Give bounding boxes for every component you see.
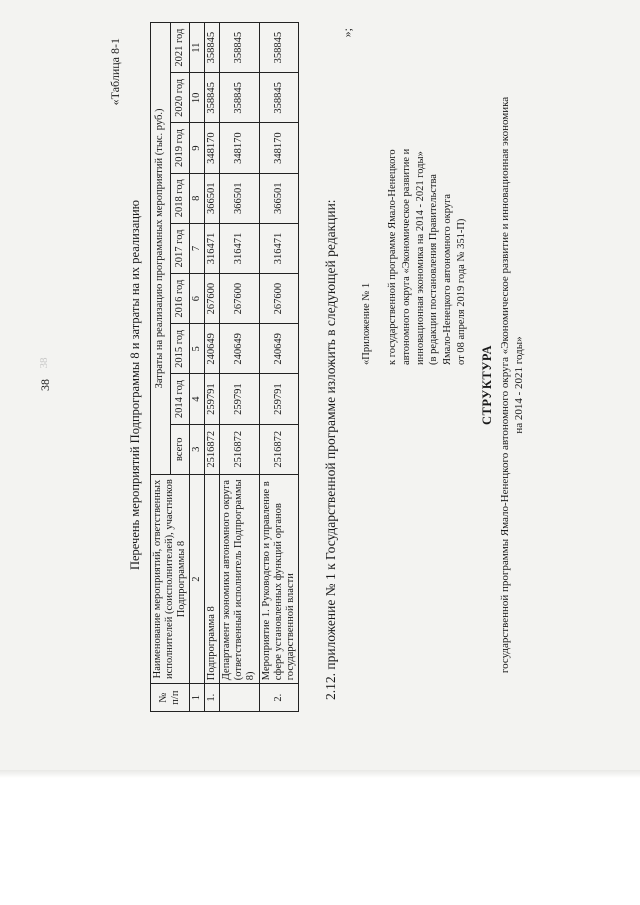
row-value: 316471 bbox=[220, 223, 259, 273]
header-num: № п/п bbox=[151, 684, 190, 712]
table-row bbox=[259, 23, 298, 712]
row-value: 259791 bbox=[259, 374, 298, 424]
row-value: 366501 bbox=[259, 173, 298, 223]
row-num: 1. bbox=[205, 684, 220, 712]
table-row bbox=[220, 23, 259, 712]
row-value: 240649 bbox=[220, 324, 259, 374]
row-value: 316471 bbox=[205, 223, 220, 273]
row-value: 348170 bbox=[205, 123, 220, 173]
header-costs-group: Затраты на реализацию программных мероприятий (тыс. руб.) bbox=[151, 23, 171, 475]
amendment-paragraph: 2.12. приложение № 1 к Государственной программе изложить в следующей редакции: bbox=[323, 199, 338, 700]
row-value: 358845 bbox=[259, 73, 298, 123]
header-year: 2018 год bbox=[170, 173, 190, 223]
row-value: 267600 bbox=[259, 274, 298, 324]
header-year: 2021 год bbox=[170, 23, 190, 73]
page-number: 38 bbox=[38, 379, 52, 391]
structure-title: СТРУКТУРА bbox=[480, 345, 494, 426]
index-cell: 10 bbox=[190, 73, 205, 123]
row-value: 240649 bbox=[259, 324, 298, 374]
index-cell: 7 bbox=[190, 223, 205, 273]
appendix-line: к государственной программе Ямало-Ненецкого bbox=[386, 149, 398, 365]
appendix-line: Ямало-Ненецкого автономного округа bbox=[442, 193, 454, 365]
header-year: 2017 год bbox=[170, 223, 190, 273]
row-value: 267600 bbox=[205, 274, 220, 324]
structure-subtitle-line: государственной программы Ямало-Ненецкого автономного округа «Экономическое развитие и инновационная экономика bbox=[499, 96, 511, 674]
row-value: 259791 bbox=[205, 374, 220, 424]
index-cell: 9 bbox=[190, 123, 205, 173]
index-cell: 8 bbox=[190, 173, 205, 223]
appendix-line: от 08 апреля 2019 года № 351-П) bbox=[456, 218, 468, 365]
page-number-ghost: 38 bbox=[38, 357, 50, 369]
index-cell: 3 bbox=[190, 424, 205, 474]
index-cell: 2 bbox=[190, 474, 205, 683]
scan-edge bbox=[0, 770, 640, 778]
table-index-row bbox=[190, 23, 205, 712]
row-value: 316471 bbox=[259, 223, 298, 273]
row-value: 2516872 bbox=[205, 424, 220, 474]
row-name: Подпрограмма 8 bbox=[205, 474, 220, 683]
table-header-row bbox=[151, 23, 171, 712]
header-year: 2015 год bbox=[170, 324, 190, 374]
header-year: 2014 год bbox=[170, 374, 190, 424]
appendix-line: инновационная экономика на 2014 - 2021 годы» bbox=[414, 151, 426, 365]
row-value: 259791 bbox=[220, 374, 259, 424]
header-year: 2019 год bbox=[170, 123, 190, 173]
structure-subtitle-line: на 2014 - 2021 годы» bbox=[513, 336, 526, 434]
row-num bbox=[220, 684, 259, 712]
row-value: 240649 bbox=[205, 324, 220, 374]
table-closing-quote: »; bbox=[340, 28, 354, 38]
header-total: всего bbox=[170, 424, 190, 474]
index-cell: 6 bbox=[190, 274, 205, 324]
row-value: 358845 bbox=[220, 23, 259, 73]
appendix-line: автономного округа «Экономическое развитие и bbox=[400, 148, 412, 365]
row-value: 358845 bbox=[205, 73, 220, 123]
structure-subtitle bbox=[498, 0, 527, 770]
row-value: 358845 bbox=[205, 23, 220, 73]
table-title: Перечень мероприятий Подпрограммы 8 и затраты на их реализацию bbox=[128, 199, 142, 571]
table-label: «Таблица 8-1 bbox=[108, 38, 122, 106]
row-value: 267600 bbox=[220, 274, 259, 324]
row-value: 358845 bbox=[259, 23, 298, 73]
index-cell: 1 bbox=[190, 684, 205, 712]
row-name: Мероприятие 1. Руководство и управление в сфере установленных функций органов государственной власти bbox=[259, 474, 298, 683]
index-cell: 11 bbox=[190, 23, 205, 73]
costs-table bbox=[150, 22, 299, 712]
appendix-line: (в редакции постановления Правительства bbox=[428, 174, 440, 365]
appendix-block bbox=[360, 35, 469, 365]
row-value: 2516872 bbox=[220, 424, 259, 474]
row-value: 366501 bbox=[205, 173, 220, 223]
row-value: 2516872 bbox=[259, 424, 298, 474]
table-row bbox=[205, 23, 220, 712]
index-cell: 4 bbox=[190, 374, 205, 424]
appendix-title: «Приложение № 1 bbox=[361, 282, 372, 365]
row-value: 366501 bbox=[220, 173, 259, 223]
row-value: 358845 bbox=[220, 73, 259, 123]
row-value: 348170 bbox=[220, 123, 259, 173]
index-cell: 5 bbox=[190, 324, 205, 374]
header-year: 2020 год bbox=[170, 73, 190, 123]
header-year: 2016 год bbox=[170, 274, 190, 324]
row-name: Департамент экономики автономного округа (ответственный исполнитель Подпрограммы 8) bbox=[220, 474, 259, 683]
row-value: 348170 bbox=[259, 123, 298, 173]
row-num: 2. bbox=[259, 684, 298, 712]
header-name: Наименование мероприятий, ответственных исполнителей (соисполнителей), участников Подпрограммы 8 bbox=[151, 474, 190, 683]
